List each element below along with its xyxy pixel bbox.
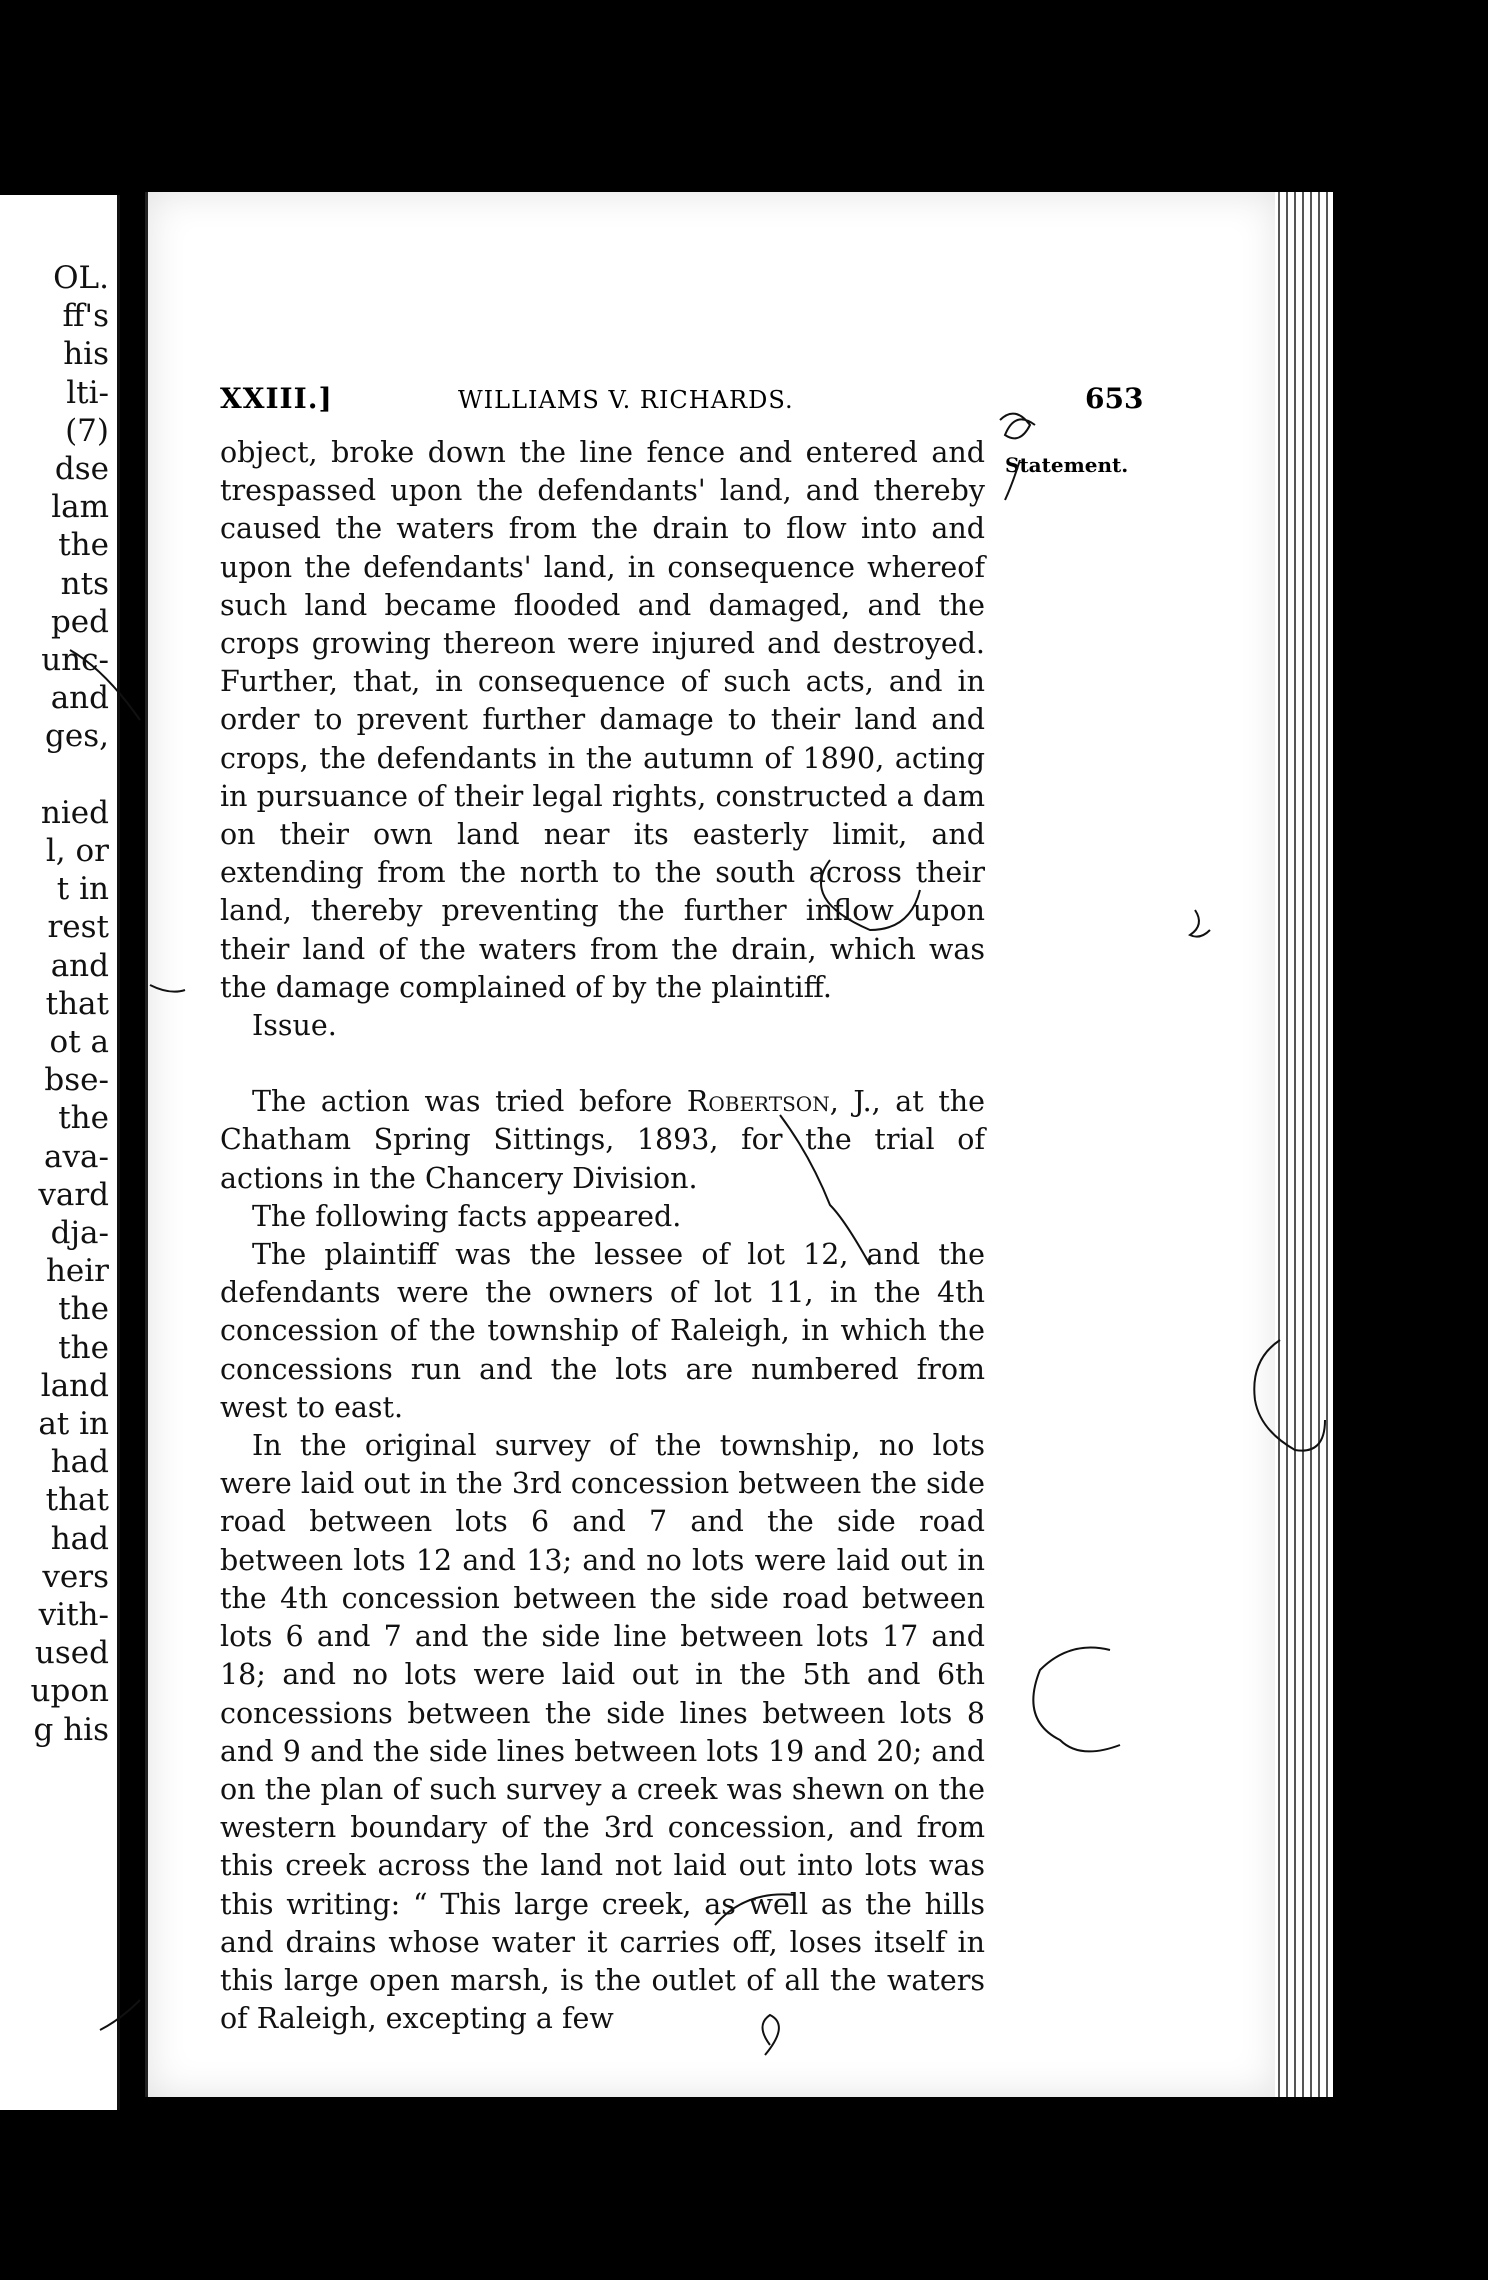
left-page-line: that <box>45 985 109 1022</box>
volume-label: XXIII.] <box>220 382 333 415</box>
case-title: WILLIAMS V. RICHARDS. <box>458 386 794 414</box>
left-page-line: and <box>50 680 109 717</box>
trial-after: , J., at the Chatham Spring Sittings, 1893, for the trial of actions in the Chancery Division. <box>220 1085 986 1195</box>
left-page-line: l, or <box>45 833 109 869</box>
left-page-line: lam <box>51 489 109 526</box>
left-page-line: his <box>63 336 109 373</box>
margin-note: Statement. <box>1005 453 1129 477</box>
paragraph: object, broke down the line fence and entered and trespassed upon the defendants' land, and thereby caused the waters from the drain to flow into and upon the defendants' land, in consequence whereof such land became flooded and damaged, and the crops growing thereon were injured and destroyed. Further, that, in consequence of such acts, and in order to prevent further damage to their land and crops, the defendants in the autumn of 1890, acting in pursuance of their legal rights, constructed a dam on their own land near its easterly limit, and extending from the north to the south across their land, thereby preventing the further inflow upon their land of the waters from the drain, which was the damage complained of by the plaintiff. <box>220 436 985 1004</box>
left-page-line: nied <box>40 794 109 831</box>
left-page-line: ges, <box>45 718 109 755</box>
left-page-line: vers <box>42 1558 109 1595</box>
left-page-line: ff's <box>62 298 109 335</box>
left-page-line: vith- <box>38 1597 109 1633</box>
left-page-line: upon <box>30 1673 109 1710</box>
paragraph <box>220 1083 985 1198</box>
left-page-line: the <box>58 1329 109 1366</box>
left-page-line: (7) <box>65 412 109 449</box>
left-page-line: lti- <box>66 374 109 411</box>
left-page-line: dse <box>54 451 109 487</box>
paragraph: The plaintiff was the lessee of lot 12, and the defendants were the owners of lot 11, in the 4th concession of the township of Raleigh, in which the concessions run and the lots are numbered from west to east. <box>220 1238 985 1424</box>
left-page-line: bse- <box>44 1062 109 1099</box>
page-number: 653 <box>1085 382 1144 415</box>
left-page-line: ped <box>50 603 109 640</box>
left-page-line: land <box>40 1367 109 1404</box>
left-page-line: the <box>58 1100 109 1137</box>
running-header <box>148 382 1278 422</box>
paragraph: In the original survey of the township, no lots were laid out in the 3rd concession between the side road between lots 6 and 7 and the side road between lots 12 and 13; and no lots were laid out in the 4th concession between the side road between lots 6 and 7 and the side line between lots 17 and 18; and no lots were laid out in the 5th and 6th concessions between the side lines between lots 8 and 9 and the side lines between lots 19 and 20; and on the plan of such survey a creek was shewn on the western boundary of the 3rd concession, and from this creek across the land not laid out into lots was this writing: “ This large creek, as well as the hills and drains whose water it carries off, loses itself in this large open marsh, is the outlet of all the waters of Raleigh, excepting a few <box>220 1429 985 2036</box>
page-edges <box>1275 192 1333 2097</box>
left-page-line: g his <box>33 1711 109 1748</box>
left-page-line: rest <box>47 909 109 946</box>
left-page-line: the <box>58 1291 109 1328</box>
left-page-line: ava- <box>44 1138 109 1175</box>
left-page-line: and <box>50 947 109 984</box>
judge-name: Robertson <box>686 1085 830 1119</box>
left-page-line: t in <box>56 871 109 908</box>
left-page-line: ot a <box>49 1024 109 1060</box>
left-page-fragment <box>0 195 120 2110</box>
left-page-line: vard <box>38 1176 109 1213</box>
left-page-line: nts <box>60 565 109 602</box>
left-page-line: the <box>58 527 109 564</box>
left-page-line: had <box>50 1520 109 1557</box>
left-page-line: heir <box>45 1253 109 1290</box>
page <box>145 192 1278 2097</box>
body-text <box>220 434 985 2038</box>
left-page-line: had <box>50 1444 109 1481</box>
left-page-line: that <box>45 1482 109 1519</box>
left-page-line: at in <box>38 1406 109 1442</box>
trial-before: The action was tried before <box>252 1085 673 1119</box>
left-page-line: unc- <box>41 642 109 678</box>
issue-heading: Issue. <box>252 1009 337 1043</box>
left-page-line: used <box>34 1635 109 1672</box>
paragraph: The following facts appeared. <box>252 1199 682 1233</box>
left-page-line: djа- <box>50 1215 109 1251</box>
left-page-line: OL. <box>53 260 109 296</box>
